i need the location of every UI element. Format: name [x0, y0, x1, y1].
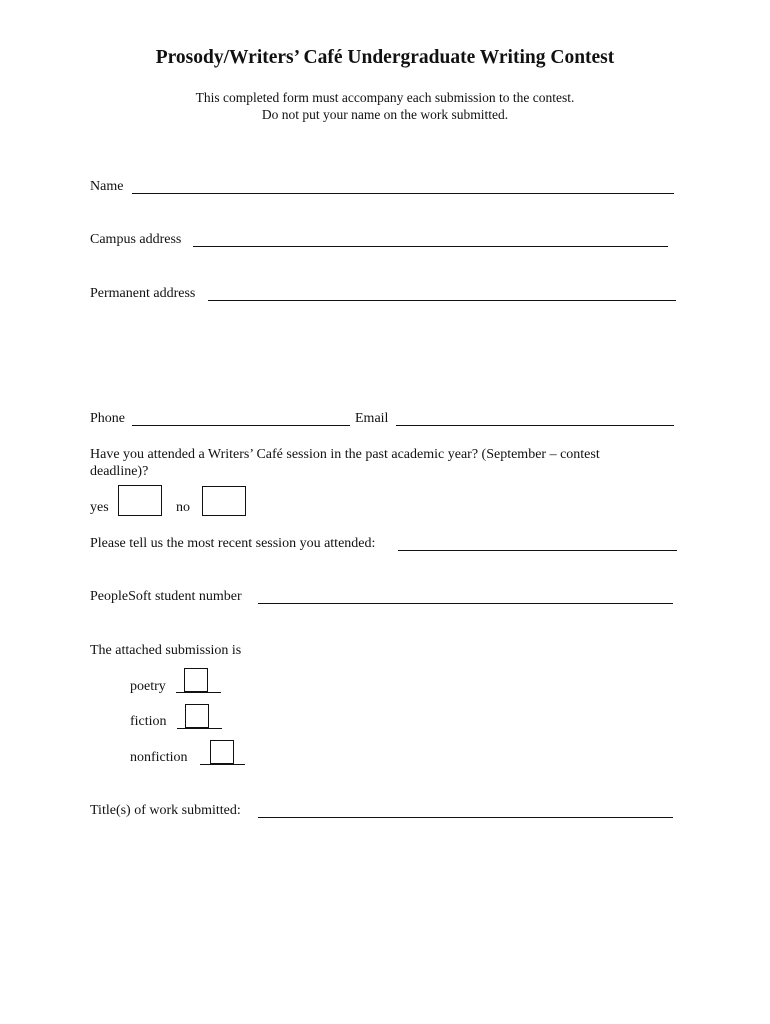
- nonfiction-checkbox[interactable]: [210, 740, 234, 764]
- email-field[interactable]: [396, 425, 674, 426]
- nonfiction-underline: [200, 764, 245, 765]
- attended-question-line-2: deadline)?: [90, 464, 149, 479]
- yes-label: yes: [90, 500, 109, 515]
- fiction-label: fiction: [130, 714, 167, 729]
- submission-type-label: The attached submission is: [90, 643, 242, 658]
- recent-session-label: Please tell us the most recent session you attended:: [90, 536, 376, 551]
- nonfiction-label: nonfiction: [130, 750, 188, 765]
- poetry-checkbox[interactable]: [184, 668, 208, 692]
- campus-address-field[interactable]: [193, 246, 668, 247]
- fiction-underline: [177, 728, 222, 729]
- campus-address-label: Campus address: [90, 232, 182, 247]
- peoplesoft-field[interactable]: [258, 603, 673, 604]
- instruction-line-2: Do not put your name on the work submitted.: [261, 107, 509, 122]
- yes-checkbox[interactable]: [118, 485, 162, 516]
- poetry-underline: [176, 692, 221, 693]
- attended-question-line-1: Have you attended a Writers’ Café session in the past academic year? (September – contest: [90, 447, 600, 462]
- titles-field[interactable]: [258, 817, 673, 818]
- phone-label: Phone: [90, 411, 125, 426]
- fiction-checkbox[interactable]: [185, 704, 209, 728]
- peoplesoft-label: PeopleSoft student number: [90, 589, 242, 604]
- no-checkbox[interactable]: [202, 486, 246, 516]
- form-title: Prosody/Writers’ Café Undergraduate Writing Contest: [155, 47, 615, 68]
- permanent-address-field[interactable]: [208, 300, 676, 301]
- permanent-address-label: Permanent address: [90, 286, 196, 301]
- email-label: Email: [355, 411, 389, 426]
- instruction-line-1: This completed form must accompany each submission to the contest.: [195, 90, 575, 105]
- titles-label: Title(s) of work submitted:: [90, 803, 241, 818]
- poetry-label: poetry: [130, 679, 166, 694]
- phone-field[interactable]: [132, 425, 350, 426]
- recent-session-field[interactable]: [398, 550, 677, 551]
- no-label: no: [176, 500, 190, 515]
- name-field[interactable]: [132, 193, 674, 194]
- name-label: Name: [90, 179, 124, 194]
